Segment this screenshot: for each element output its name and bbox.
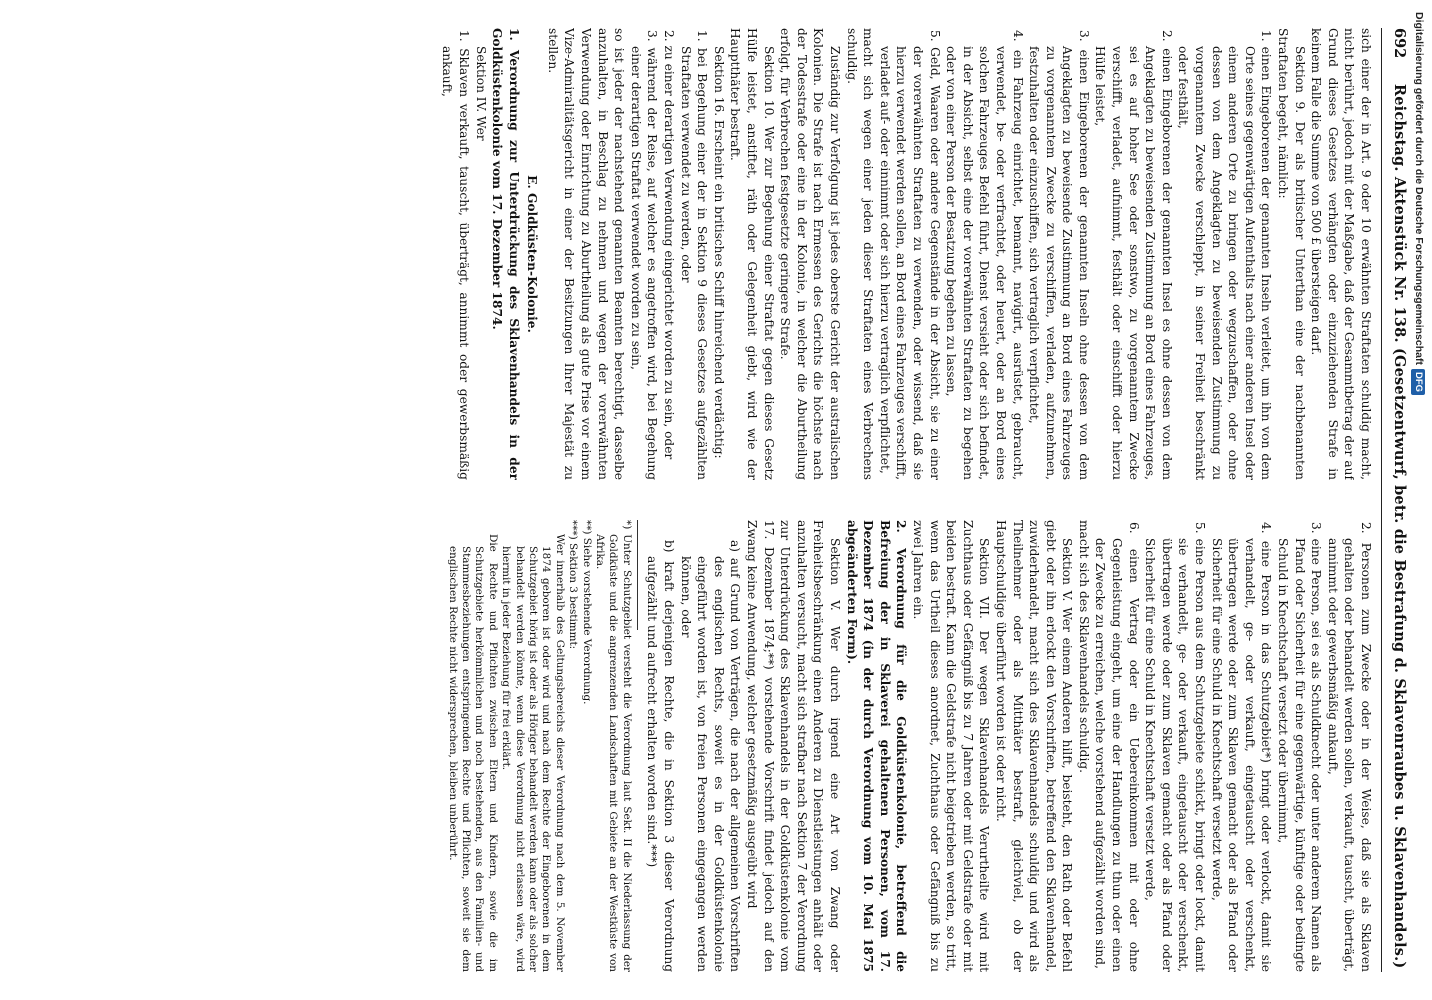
right-sub-item: a) auf Grund von Verträgen, die nach der allgemeinen Vorschriften des englischen Rechts, soweit es in der Goldküstenkolonie eingeführt worden ist, von freien Personen eingegangen werden können, oder [678, 540, 743, 972]
right-list-item: 6. einen Vertrag oder ein Uebereinkommen mit oder ohne Gegenleistung eingeht, um eine der Handlungen zu thun oder einen der Zwecke zu erreichen, welche vorstehend aufgezählt worden sind, [1093, 522, 1141, 972]
dfg-badge: DFG [1411, 369, 1425, 395]
left-list-item: 5. Geld, Waaren oder andere Gegenstände in der Absicht, sie zu einer der vorerwähnten Straftaten zu verwenden, oder wissend, daß sie hierzu verwendet werden sollen, an Bord eines Fahrzeuges verschifft, verladet auf- oder einnimmt oder sich hierzu vertraglich verpflichtet, [877, 30, 942, 480]
left-list-item: 3. während der Reise, auf welcher es angetroffen wird, bei Begehung einer derartigen Straftat verwendet worden zu sein, [628, 30, 660, 480]
right-paragraph: Sektion V. Wer einem Anderen hilft, beisteht, den Rath oder Befehl giebt oder ihn erlockt den Vorschriften, betreffend den Sklavenhandel, zuwiderhandelt, macht sich des Sklavenhandels schuldig und wird als Theilnehmer oder als Mitthäter bestraft, gleichviel, ob der Hauptschuldige überführt worden ist oder nicht. [993, 520, 1075, 972]
left-list-item: 1. einen Eingeborenen der genannten Inseln verleitet, um ihn von dem Orte seines gegenwärtigen Aufenthalts nach einer anderen Insel oder einem anderen Orte zu bringen oder wegzuschaffen, oder ohne dessen von dem Angeklagten zu beweisenden Zustimmung zu vorgenanntem Zwecke verschleppt, in seiner Freiheit beschränkt oder festhält, [1176, 30, 1274, 480]
left-list-item: 2. zu einer derartigen Verwendung eingerichtet worden zu sein, oder [662, 30, 677, 460]
left-ordinance-title: 1. Verordnung zur Unterdrückung des Sklavenhandels in der Goldküstenkolonie vom 17. Dezember 1874. [490, 28, 521, 480]
right-paragraph: macht sich des Sklavenhandels schuldig. [1076, 520, 1091, 774]
left-paragraph: Sektion 10. Wer zur Begehung einer Straftat gegen dieses Gesetz Hülfe leistet, anstiftet, räth oder Gelegenheit giebt, wird wie der Hauptthäter bestraft. [728, 28, 776, 480]
left-section-heading: E. Goldküsten-Kolonie. [525, 175, 540, 333]
right-footnote: **) Siehe vorstehende Verordnung. [580, 520, 593, 705]
right-footnote: ***) Sektion 3 bestimmt: [567, 520, 580, 650]
right-paragraph: Sektion V. Wer durch irgend eine Art von Zwang oder Freiheitsbeschränkung einen Anderen zu Dienstleistungen anhält oder anzuhalten versucht, macht sich strafbar nach Sektion 7 der Verordnung zur Unterdrückung des Sklavenhandels in der Goldküstenkolonie vom 17. Dezember 1874;**) vorstehende Vorschrift findet jedoch auf den Zwang keine Anwendung, welcher gesetzmäßig ausgeübt wird [745, 520, 842, 972]
left-list-item: 2. einen Eingeborenen der genannten Insel es ohne dessen von dem Angeklagten zu beweisenden Zustimmung an Bord eines Fahrzeuges, sei es auf hoher See oder sonstwo, zu vorgenanntem Zwecke verschifft, verladet, aufnimmt, festhält oder einschifft oder hierzu Hülfe leistet, [1093, 30, 1174, 480]
right-list-item: 5. eine Person aus dem Schutzgebiete schickt, bringt oder lockt, damit sie verhandelt, ge- oder verkauft, eingetauscht oder verschenkt, übertragen werde oder zum Sklaven gemacht oder als Pfand oder Sicherheit für eine Schuld in Knechtschaft versetzt werde, [1143, 522, 1208, 972]
digitization-credit [1412, 12, 1426, 988]
left-paragraph: Sektion 9. Der als britischer Unterthan eine der nachbenannten Straftaten begeht, nämlich: [1276, 28, 1307, 480]
left-text-column [44, 28, 1374, 480]
left-list-item: 1. bei Begehung einer der in Sektion 9 dieses Gesetzes aufgezählten Straftaten verwendet zu werden, oder [678, 30, 710, 480]
right-footnote-text: Wer innerhalb des Geltungsbereichs dieser Verordnung nach dem 5. November 1874 geboren ist oder wird und nach dem Rechte der Eingeborenen in dem Schutzgebiet hörig ist oder als Höriger behandelt werden kann oder als solcher behandelt werden könnte, wenn diese Verordnung nicht erlassen wäre, wird hiermit in jeder Beziehung für frei erklärt. [500, 534, 566, 972]
right-footnote: *) Unter Schutzgebiet versteht die Verordnung laut Sekt. II die Niederlassung der Goldküste und die angrenzenden Landschaften mit Gebiete an der Westküste von Afrika. [594, 520, 633, 972]
page-number: 692 [1391, 28, 1408, 59]
running-title: Reichstag. Aktenstück Nr. 138. (Gesetzentwurf, betr. die Bestrafung d. Sklavenraubes u. Sklavenhandels.) [1391, 84, 1408, 969]
right-list-item: 3. eine Person, sei es als Schuldknecht oder unter anderem Namen als Pfand oder Sicherheit für eine gegenwärtige, künftige oder bedingte Schuld in Knechtschaft versetzt oder übernimmt, [1276, 522, 1324, 972]
left-paragraph: Sektion IV. Wer [473, 46, 488, 141]
page-header [1382, 28, 1408, 972]
right-footnote-text: Die Rechte und Pflichten zwischen Eltern und Kindern, sowie die im Schutzgebiete herkömmlichen und noch bestehenden, aus den Familien- und Stammesbeziehungen entspringenden Rechte und Pflichten, soweit sie dem englischen Rechte nicht widersprechen, bleiben unberührt. [446, 534, 499, 972]
left-list-item: 4. ein Fahrzeug einrichtet, bemannt, navigirt, ausrüstet, gebraucht, verwendet, be- oder verfrachtet, oder heuert, oder an Bord eines solchen Fahrzeuges Befehl führt, Dienst versieht oder sich befindet, in der Absicht, selbst eine der vorerwähnten Straftaten zu begehen oder von einer Person der Besatzung begehen zu lassen, [944, 30, 1025, 480]
left-paragraph: sich einer der in Art. 9 oder 10 erwähnten Straftaten schuldig macht, nicht berührt, jedoch mit der Maßgabe, daß der Gesammtbetrag der auf Grund dieses Gesetzes verhängten oder einzuziehenden Strafe in keinem Falle die Summe von 500 £ übersteigen darf. [1309, 28, 1373, 480]
header-rule [1381, 28, 1382, 972]
right-list-item: 4. eine Person in das Schutzgebiet*) bringt oder verlockt, damit sie verhandelt, ge- oder verkauft, eingetauscht oder verschenkt, übertragen werde oder zum Sklaven gemacht oder als Pfand oder Sicherheit für eine Schuld in Knechtschaft versetzt werde, [1209, 522, 1274, 972]
right-ordinance-title: 2. Verordnung für die Goldküstenkolonie, betreffend die Befreiung der in Sklaverei gehaltenen Personen, vom 17. Dezember 1874 (in der durch Verordnung vom 10. Mai 1875 abgeänderten Form). [844, 520, 909, 972]
right-paragraph: Sektion VII. Der wegen Sklavenhandels Verurtheilte wird mit Zuchthaus oder Gefängniß bis zu 7 Jahren oder mit Geldstrafe oder mit beiden bestraft. Kann die Geldstrafe nicht beigetrieben werden, so tritt, wenn das Urtheil dieses anordnet, Zuchthaus oder Gefängniß bis zu zwei Jahren ein. [910, 520, 992, 972]
right-text-column [44, 520, 1374, 972]
right-sub-item: b) kraft derjenigen Rechte, die in Sektion 3 dieser Verordnung aufgezählt und aufrecht erhalten worden sind.***) [645, 540, 677, 972]
left-list-item: 1. Sklaven verkauft, tauscht, überträgt, annimmt oder gewerbsmäßig ankauft, [440, 30, 471, 480]
left-paragraph: so ist jeder der nachstehend genannten Beamten berechtigt, dasselbe anzuhalten, in Beschlag zu nehmen und wegen der vorerwähnten Verwendung oder Einrichtung zu Aburtheilung als gute Prise vor einem Vize-Admiralitätsgericht in einer der Besitzungen Ihrer Majestät zu stellen. [545, 28, 627, 480]
right-list-item: 2. Personen zum Zwecke oder in der Weise, daß sie als Sklaven gehalten oder behandelt werden sollen, verkauft, tauscht, überträgt, annimmt oder gewerbsmäßig ankauft, [1325, 522, 1373, 972]
credit-text: Digitalisierung gefördert durch die Deutsche Forschungsgemeinschaft [1413, 12, 1425, 365]
left-list-item: 3. einen Eingeborenen der genannten Inseln ohne dessen von dem Angeklagten zu beweisende Zustimmung an Bord eines Fahrzeuges zu vorgenanntem Zwecke zu verschiffen, verladen, aufzunehmen, festzuhalten oder einzuschiffen, sich vertraglich verpflichtet, [1027, 30, 1091, 480]
left-paragraph: Zuständig zur Verfolgung ist jedes oberste Gericht der australischen Kolonien. Die Strafe ist nach Ermessen des Gerichts die höchste nach der Todesstrafe oder eine in der Kolonie, in welcher die Aburtheilung erfolgt, für Verbrechen festgesetzte geringere Strafe. [778, 28, 842, 480]
footnote-rule [637, 520, 638, 630]
left-paragraph: Sektion 16. Erscheint ein britisches Schiff hinreichend verdächtig: [711, 46, 726, 459]
left-paragraph: macht sich wegen einer jeden dieser Straftaten eines Verbrechens schuldig. [844, 28, 876, 480]
